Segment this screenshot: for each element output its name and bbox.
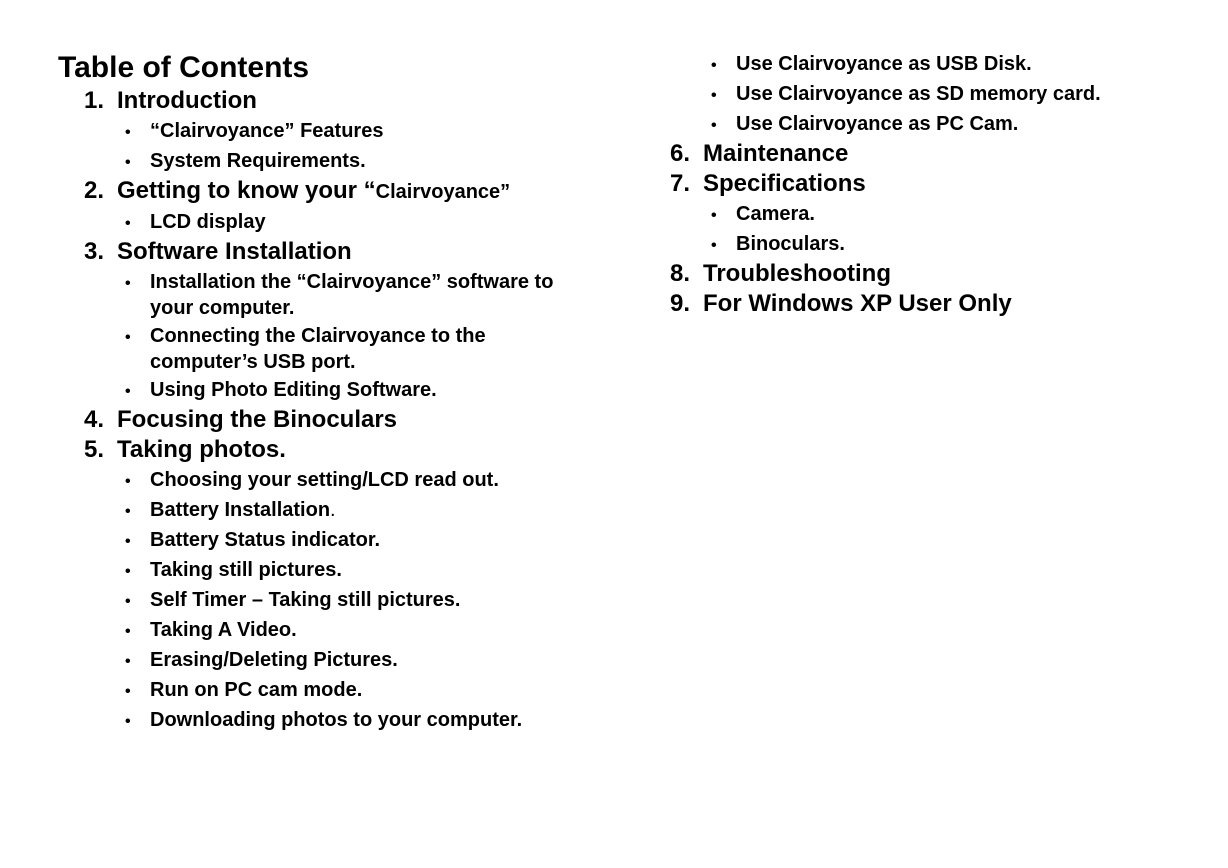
bullet-icon: • [125,154,131,171]
toc-item [84,148,624,176]
toc-section-2 [84,176,624,207]
bullet-icon: • [711,87,717,104]
section-number: 1. [84,87,105,114]
bullet-icon: • [125,329,131,346]
toc-item-label: Camera. [736,203,815,225]
toc-item-label: Installation the “Clairvoyance” software to your computer. [150,271,554,319]
toc-section-7 [670,169,1210,199]
toc-item-label: Connecting the Clairvoyance to the computer’s USB port. [150,325,486,373]
bullet-icon: • [125,124,131,141]
toc-item [84,527,624,555]
section-title: Software Installation [117,238,352,265]
section-number: 2. [84,177,105,204]
toc-item-label: Binoculars. [736,233,845,255]
toc-item-label [150,497,336,523]
toc-item [84,209,624,237]
toc-item-label: Self Timer – Taking still pictures. [150,589,461,611]
toc-item [84,677,624,705]
toc-item-label: “Clairvoyance” Features [150,120,384,142]
toc-item-label: Use Clairvoyance as PC Cam. [736,113,1019,135]
section-title-main: Getting to know your “ [117,177,376,204]
toc-item [84,557,624,585]
toc-item-label: Battery Status indicator. [150,529,381,551]
bullet-icon: • [125,623,131,640]
bullet-icon: • [125,215,131,232]
bullet-icon: • [125,593,131,610]
toc-item [670,201,1210,229]
section-number: 6. [670,140,691,167]
bullet-icon: • [125,653,131,670]
section-title: Specifications [703,170,866,197]
toc-item-label: Use Clairvoyance as SD memory card. [736,83,1101,105]
toc-item [670,111,1210,139]
bullet-icon: • [125,503,131,520]
toc-item-period: . [330,499,336,521]
toc-item-label: Run on PC cam mode. [150,679,363,701]
bullet-icon: • [125,563,131,580]
section-title: For Windows XP User Only [703,290,1012,317]
section-title: Troubleshooting [703,260,891,287]
section-number: 8. [670,260,691,287]
bullet-icon: • [125,533,131,550]
bullet-icon: • [125,383,131,400]
bullet-icon: • [125,713,131,730]
toc-item-label: Taking A Video. [150,619,297,641]
section-number: 3. [84,238,105,265]
bullet-icon: • [711,117,717,134]
toc-item-label: LCD display [150,211,266,233]
toc-item-text: Battery Installation [150,499,331,521]
toc-item [84,497,624,525]
toc-section-4 [84,405,624,435]
toc-item [670,231,1210,259]
section-title: Taking photos. [117,436,286,463]
bullet-icon: • [711,237,717,254]
toc-section-8 [670,259,1210,289]
toc-item-label: Use Clairvoyance as USB Disk. [736,53,1032,75]
toc-section-1 [84,86,624,116]
toc-item [84,118,624,146]
toc-section-5 [84,435,624,465]
toc-item [84,587,624,615]
toc-item-label: Taking still pictures. [150,559,342,581]
toc-right-column [670,51,1210,319]
toc-item-label: Using Photo Editing Software. [150,379,437,401]
section-title: Maintenance [703,140,849,167]
toc-item-label: Erasing/Deleting Pictures. [150,649,398,671]
section-title: Focusing the Binoculars [117,406,398,433]
bullet-icon: • [711,57,717,74]
section-number: 4. [84,406,105,433]
toc-item [84,269,624,321]
toc-item [670,81,1210,109]
toc-section-6 [670,139,1210,169]
toc-item [670,51,1210,79]
section-number: 7. [670,170,691,197]
bullet-icon: • [125,683,131,700]
toc-item [84,377,624,405]
toc-item [84,647,624,675]
bullet-icon: • [711,207,717,224]
section-number: 5. [84,436,105,463]
page-title: Table of Contents [58,51,310,84]
bullet-icon: • [125,275,131,292]
section-title: Introduction [117,87,257,114]
section-title-small: Clairvoyance” [375,181,511,203]
toc-item [84,467,624,495]
toc-section-3 [84,237,624,267]
section-title [117,176,510,207]
toc-left-column [84,86,624,735]
toc-item-label: Choosing your setting/LCD read out. [150,469,499,491]
section-number: 9. [670,290,691,317]
toc-item-label: Downloading photos to your computer. [150,709,523,731]
toc-item-label: System Requirements. [150,150,366,172]
toc-item [84,707,624,735]
toc-section-9 [670,289,1210,319]
toc-item [84,617,624,645]
bullet-icon: • [125,473,131,490]
toc-item [84,323,624,375]
